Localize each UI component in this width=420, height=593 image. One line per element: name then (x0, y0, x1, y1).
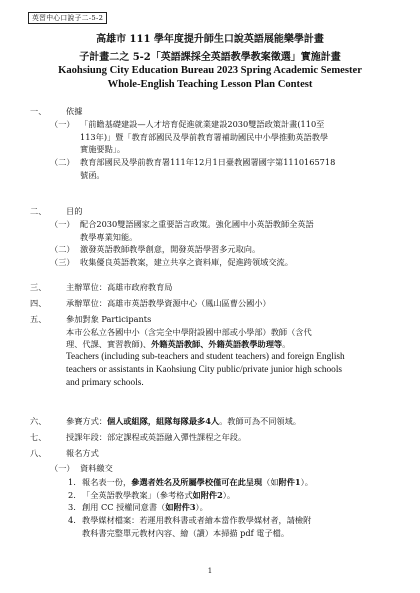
participants-english-line-3: and primary schools. (66, 378, 144, 389)
participants-line-2-text: 理、代課、實習教師)、 (66, 339, 152, 350)
item-number: （一） (50, 219, 75, 229)
basis-item-1-line-2: 113年)」暨「教育部國民及學前教育署補助國民中小學推動英語教學 (80, 131, 329, 142)
section-number: 四、 (30, 298, 47, 308)
item-text: 創用 CC 授權同意書（ (82, 502, 166, 513)
basis-item-1-line-3: 實施要點」。 (80, 144, 126, 155)
item-number: （三） (50, 257, 75, 268)
title-line-4-english: Whole-English Teaching Lesson Plan Contest (107, 79, 313, 90)
document-code-badge: 英習中心口說子二-5-2 (28, 12, 107, 24)
participants-line-1: 本市公私立各國中小（含完全中學附設國中部或小學部）教師（含代 (66, 326, 312, 337)
section-organizer (30, 281, 400, 294)
attachment-ref: 如附件3 (165, 502, 196, 513)
section-number: 五、 (30, 314, 47, 324)
basis-item-2-line-1: 教育部國民及學前教育署111年12月1日臺教國署國字第1110165718 (80, 157, 336, 168)
item-text: 教科書完整單元教材內容、繪（讀）本掃描 pdf 電子檔。 (82, 527, 290, 538)
section-number: 六、 (30, 416, 47, 426)
grade-level-text: 授課年段：部定課程或英語融入彈性課程之年段。 (66, 432, 247, 442)
participants-line-2 (66, 338, 400, 351)
page-number: 1 (207, 567, 213, 575)
list-item-number: 3. (68, 502, 76, 513)
list-item (68, 501, 400, 514)
section-heading: 報名方式 (66, 448, 99, 458)
list-item-number: 4. (68, 515, 76, 526)
list-item (68, 476, 400, 489)
title-line-2: 子計畫二之 5-2「英語課採全英語教學教案徵選」實施計畫 (79, 52, 341, 63)
item-text: 教學媒材檔案：若運用教科書或者繪本當作教學媒材者，請檢附 (82, 515, 312, 526)
basis-item-1-line-1: 「前瞻基礎建設—人才培育促進就業建設2030雙語政策計畫(110至 (80, 119, 325, 129)
purpose-item-1-line-1: 配合2030雙語國家之重要語言政策。強化國中小英語教師全英語 (80, 219, 314, 229)
item-text: 「全英語教學教案」（參考格式 (82, 489, 193, 500)
list-item-number: 2. (68, 489, 76, 500)
section-grade-level (30, 431, 400, 444)
participants-foreign-teachers: 外籍英語教師、外籍英語教學助理等 (151, 339, 283, 350)
section-number: 八、 (30, 448, 47, 458)
section-entry-method (30, 415, 400, 428)
basis-item-2-line-2: 號函。 (80, 169, 105, 180)
item-text: ）。 (300, 477, 313, 487)
participants-english-line-2: teachers or assistants in Kaohsiung City public/private junior high schools (66, 365, 343, 376)
item-number: （二） (50, 244, 75, 255)
executor-text: 承辦單位：高雄市英語教學資源中心（鳳山區曹公國小） (66, 298, 271, 308)
item-text: （如 (262, 477, 279, 487)
list-item (68, 489, 400, 502)
section-number: 一、 (30, 106, 47, 116)
item-text: 報名表一份， (82, 477, 132, 487)
item-number: （一） (50, 463, 75, 473)
section-registration (30, 447, 400, 540)
section-participants (30, 313, 400, 390)
item-number: （二） (50, 157, 75, 168)
purpose-item-2: 激發英語教師教學創意，開發英語學習多元取向。 (80, 244, 261, 255)
item-text: ）。 (195, 502, 208, 513)
section-basis (30, 105, 400, 182)
participants-line-2-end: 。 (282, 339, 291, 350)
item-number: （一） (50, 119, 75, 129)
list-item (68, 514, 400, 539)
entry-method-label: 參賽方式： (66, 416, 107, 426)
section-number: 三、 (30, 282, 47, 292)
purpose-item-3: 收集優良英語教案，建立共享之資料庫，促進跨領域交流。 (80, 257, 293, 268)
attachment-ref: 附件1 (278, 477, 301, 487)
section-purpose (30, 205, 400, 269)
item-emphasis: 參選者姓名及所屬學校僅可在此呈現 (131, 477, 263, 487)
section-number: 七、 (30, 432, 47, 442)
section-executor (30, 297, 400, 310)
entry-method-text (66, 415, 400, 428)
attachment-ref: 如附件2 (192, 489, 223, 500)
section-heading: 目的 (66, 206, 83, 216)
title-line-3-english: Kaohsiung City Education Bureau 2023 Spring Academic Semester (58, 65, 362, 76)
list-item-number: 1. (68, 477, 76, 487)
entry-method-team-rule: 個人或組隊，組隊每隊最多4人 (106, 416, 220, 426)
subsection-heading: 資料繳交 (80, 463, 113, 473)
entry-method-note: 。教師可為不同領域。 (219, 416, 301, 426)
section-number: 二、 (30, 206, 47, 216)
purpose-item-1-line-2: 教學專業知能。 (80, 231, 138, 242)
participants-heading: 參加對象 Participants (66, 314, 152, 324)
item-text: ）。 (222, 489, 236, 500)
organizer-text: 主辦單位：高雄市政府教育局 (66, 282, 173, 292)
title-line-1: 高雄市 111 學年度提升師生口說英語展能樂學計畫 (96, 34, 324, 45)
section-heading: 依據 (66, 106, 83, 116)
participants-english-line-1: Teachers (including sub-teachers and student teachers) and foreign English (66, 352, 345, 363)
